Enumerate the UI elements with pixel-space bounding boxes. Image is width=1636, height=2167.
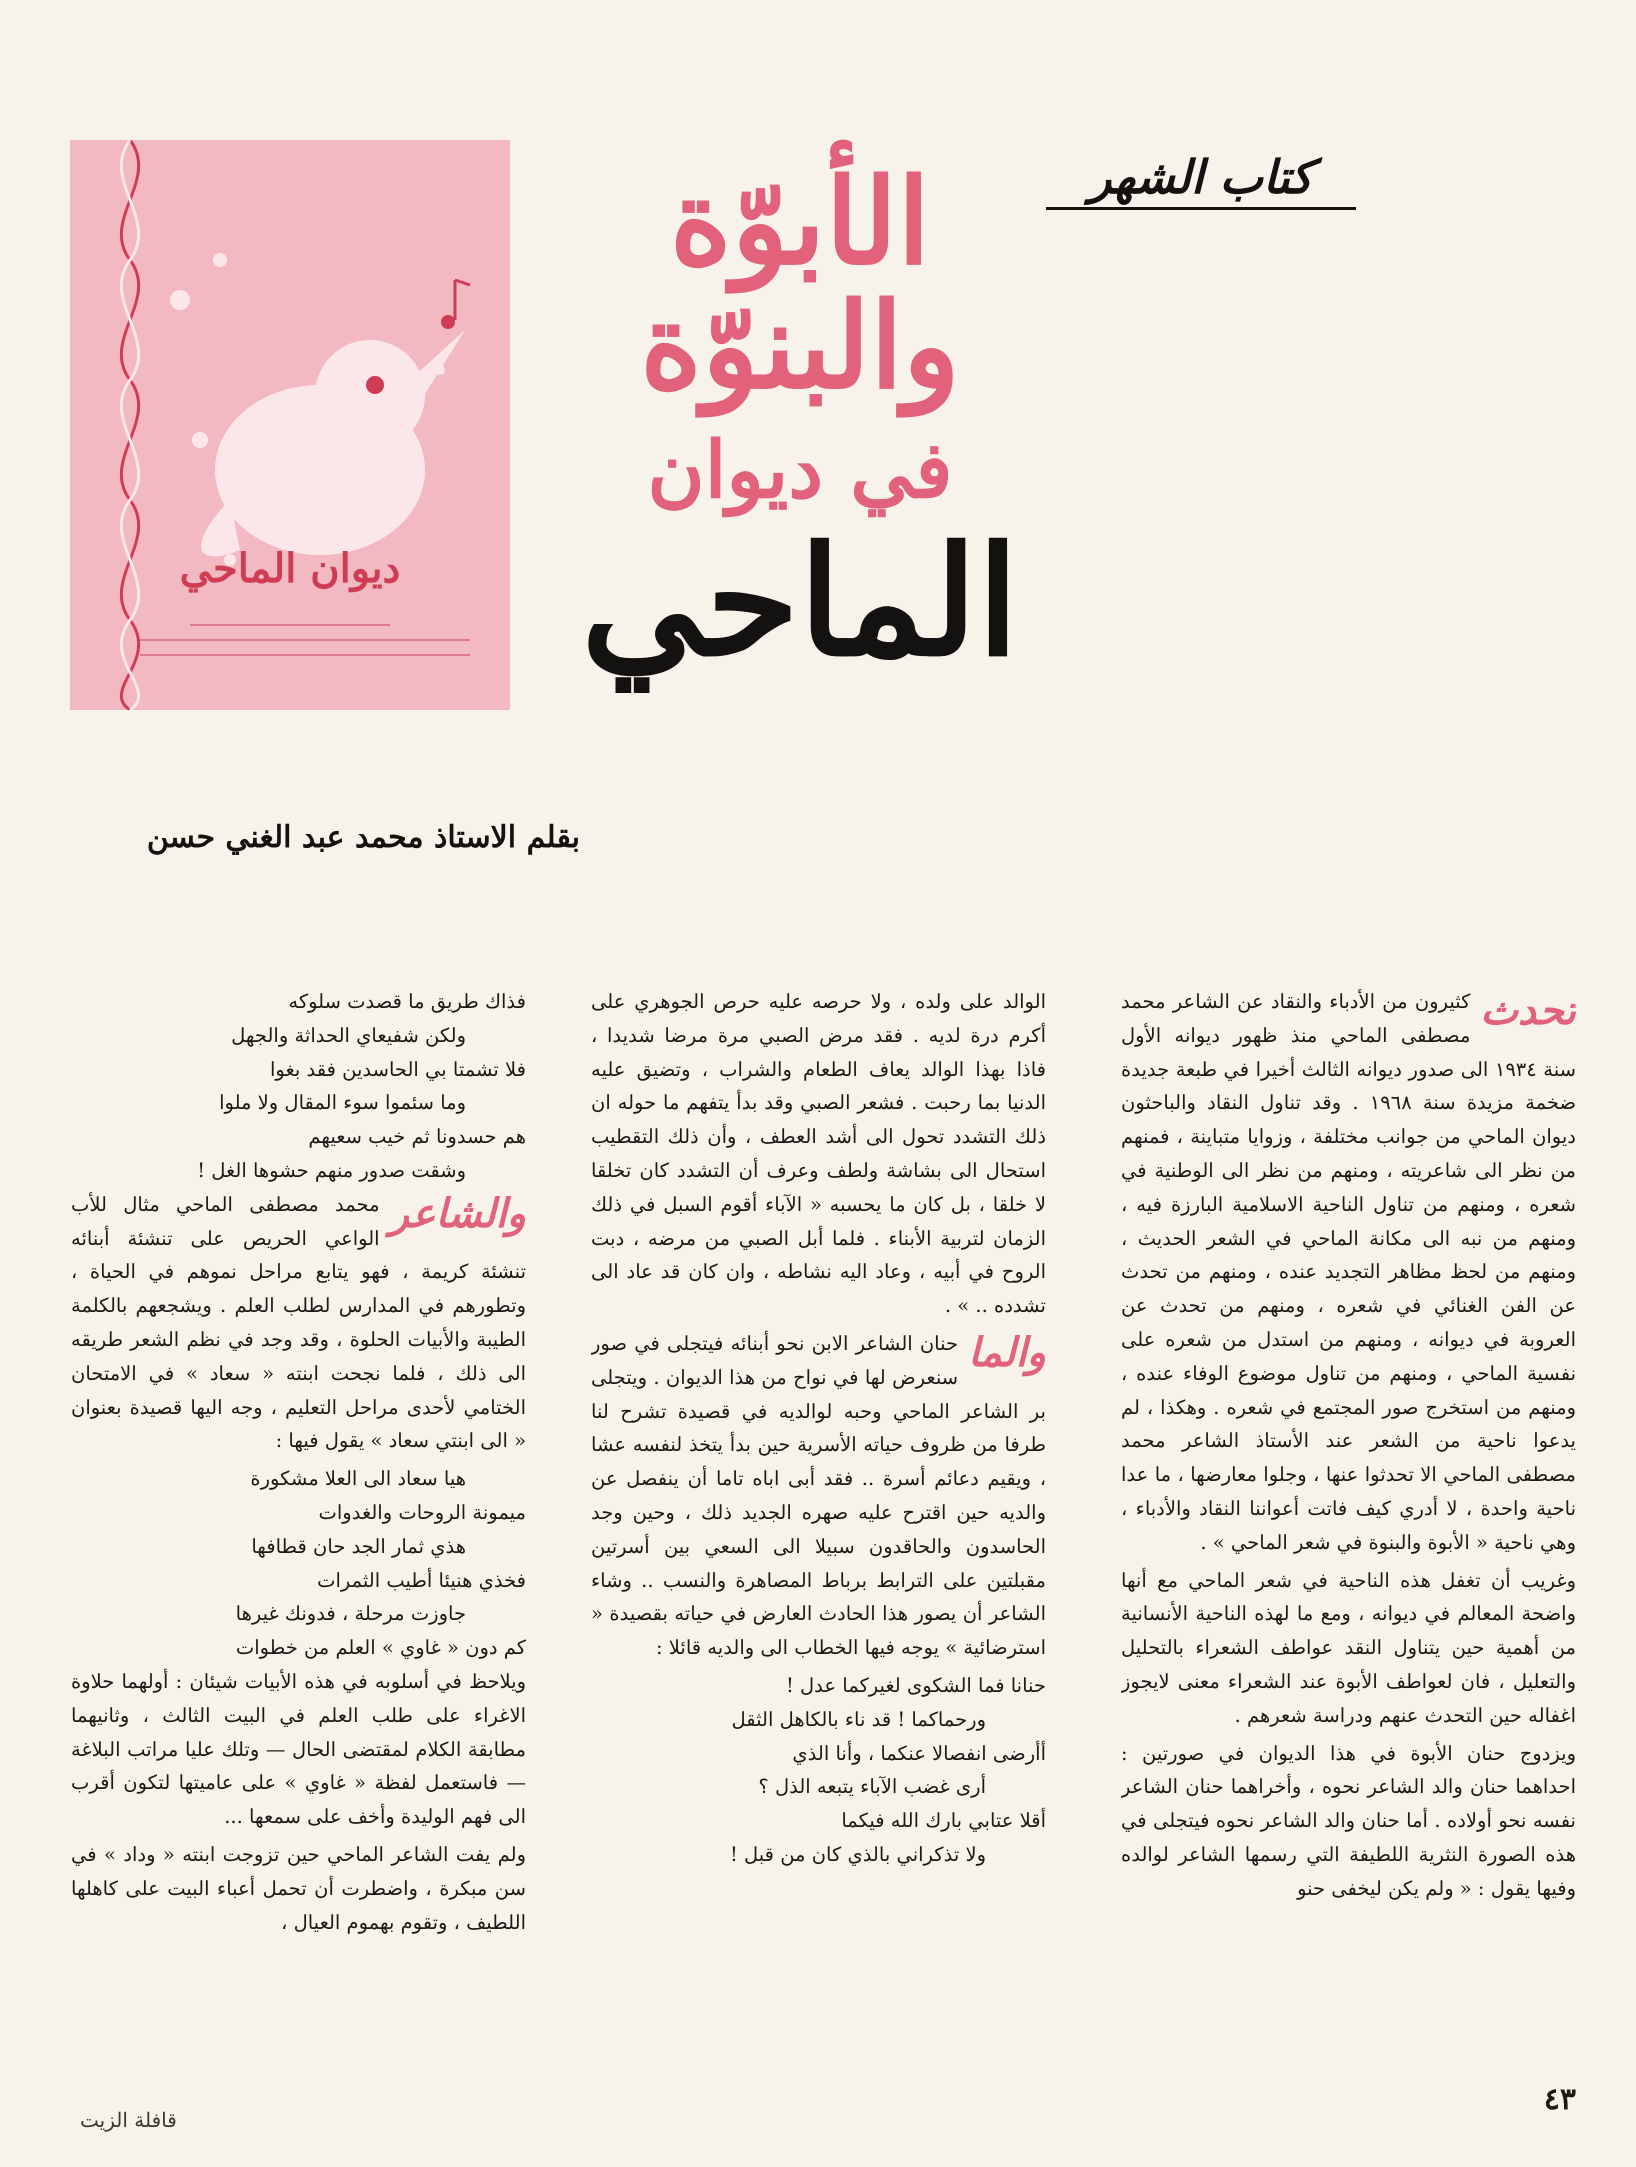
poem: [591, 1669, 1046, 1872]
poem-line: أقلا عتابي بارك الله فيكما: [841, 1809, 1046, 1833]
poem-line: أرى غضب الآباء يتبعه الذل ؟: [758, 1775, 986, 1799]
poem-line: ميمونة الروحات والغدوات: [318, 1500, 526, 1524]
poem-line: فلا تشمتا بي الحاسدين فقد بغوا: [269, 1057, 526, 1081]
lead-word: والما: [968, 1328, 1046, 1376]
column-1: [1121, 985, 1576, 2075]
page-number: ٤٣: [1543, 2082, 1576, 2117]
column-2: [591, 985, 1046, 2075]
paragraph: وغريب أن تغفل هذه الناحية في شعر الماحي مع أنها واضحة المعالم في ديوانه ، ومع ما لهذه الناحية الأنسانية من أهمية حين يتناول النقد عواطف الشعراء بالتحليل والتعليل ، فان لعواطف الأبوة عند الشعراء معنى لايجوز اغفاله حين التحدث عنهم ودراسة شعرهم .: [1121, 1568, 1576, 1727]
paragraph: ولم يفت الشاعر الماحي حين تزوجت ابنته « وداد » في سن مبكرة ، واضطرت أن تحمل أعباء البيت على كاهلها اللطيف ، وتقوم بهموم العيال ،: [71, 1842, 526, 1934]
column-3: [71, 985, 526, 2075]
book-cover-illustration: [70, 140, 510, 710]
title-line-1: الأبوّة والبنوّة: [640, 152, 960, 415]
poem-line: أأرضى انفصالا عنكما ، وأنا الذي: [792, 1741, 1046, 1765]
byline: بقلم الاستاذ محمد عبد الغني حسن: [146, 820, 580, 855]
poem-line: وما سئموا سوء المقال ولا ملوا: [219, 1091, 466, 1115]
book-cover: [70, 140, 510, 710]
poem-line: ولا تذكراني بالذي كان من قبل !: [730, 1842, 986, 1866]
poem-line: حنانا فما الشكوى لغيركما عدل !: [785, 1673, 1046, 1697]
paragraph: ويلاحظ في أسلوبه في هذه الأبيات شيئان : أولهما حلاوة الاغراء على طلب العلم في البيت الثالث ، وثانيهما مطابقة الكلام لمقتضى الحال — وتلك عليا مراتب البلاغة — فاستعمل لفظة « غاوي » على عاميتها لتكون أقرب الى فهم الوليدة وأخف على سمعها ...: [71, 1669, 526, 1829]
paragraph: الوالد على ولده ، ولا حرصه عليه حرص الجوهري على أكرم درة لديه . فقد مرض الصبي مرة مرضا شديدا ، فاذا بهذا الوالد يعاف الطعام والشراب ، وتضيق عليه الدنيا بما رحبت . فشعر الصبي وقد بدأ يتفهم ما حوله ان ذلك التشدد تحول الى أشد العطف ، وأن ذلك التقطيب استحال الى بشاشة ولطف وعرف أن التشدد كان تخلقا لا خلقا ، بل كان ما يحسبه « الآباء أقوم السبل في ذلك الزمان لتربية الأبناء . فلما أبل الصبي من مرضه ، دبت الروح في أبيه ، وعاد اليه نشاطه ، وان كان قد عاد الى تشدده .. » .: [591, 990, 1046, 1318]
poem-line: فذاك طريق ما قصدت سلوكه: [288, 990, 526, 1013]
poem-line: هذي ثمار الجد حان قطافها: [251, 1534, 466, 1558]
poem-line: فخذي هنيئا أطيب الثمرات: [317, 1568, 526, 1592]
title-line-2: في ديوان: [647, 424, 953, 516]
poem-line: ولكن شفيعاي الحداثة والجهل: [231, 1023, 466, 1047]
paragraph: كثيرون من الأدباء والنقاد عن الشاعر محمد مصطفى الماحي منذ ظهور ديوانه الأول سنة ١٩٣٤ الى صدور ديوانه الثالث أخيرا في طبعة جديدة ضخمة مزيدة سنة ١٩٦٨ . وقد تناول النقاد والباحثون ديوان الماحي من جوانب مختلفة ، وزوايا متباينة ، فمنهم من نظر الى شاعريته ، ومنهم من نظر الى الوطنية في شعره ، ومنهم من تناول الناحية الاسلامية البارزة فيه ، ومنهم من نبه الى مكانة الماحي في الشعر الحديث ، ومنهم من لحظ مظاهر التجديد عنده ، ومنهم من تحدث عن الفن الغنائي في شعره ، ومنهم من تحدث عن العروبة في ديوانه ، ومنهم من استدل من شعره على نفسية الماحي ، ومنهم من تناول موضوع الوفاء عنده ، ومنهم من استخرج صور المجتمع في شعره . وهكذا ، لم يدعوا ناحية من الشعر عند الأستاذ الشاعر محمد مصطفى الماحي الا تحدثوا عنها ، وجلوا معارضها ، ما عدا ناحية واحدة ، لا أدري كيف فاتت أعواننا النقاد والأدباء ، وهي ناحية « الأبوة والبنوة في شعر الماحي » .: [1121, 990, 1576, 1554]
poem-line: كم دون « غاوي » العلم من خطوات: [235, 1636, 526, 1660]
poem-line: وشقت صدور منهم حشوها الغل !: [197, 1158, 466, 1182]
paragraph: ويزدوج حنان الأبوة في هذا الديوان في صورتين : احداهما حنان والد الشاعر نحوه ، وأخراهما حنان الشاعر نفسه نحو أولاده . أما حنان والد الشاعر نحوه فيتجلى في هذه الصورة النثرية اللطيفة التي رسمها الشاعر لوالده وفيها يقول : « ولم يكن ليخفى حنو: [1121, 1741, 1576, 1900]
paragraph: حنان الشاعر الابن نحو أبنائه فيتجلى في صور سنعرض لها في نواح من هذا الديوان . ويتجلى بر الشاعر الماحي وحبه لوالديه في قصيدة تشرح لنا طرفا من ظروف حياته الأسرية حين بدأ يتخذ لنفسه عشا ، ويقيم دعائم أسرة .. فقد أبى اباه تاما أن ينفصل عن والديه حين اقترح عليه صهره الجديد ذلك ، وحين وجد الحاسدون والحاقدون سبيلا الى السعي بين أسرتين مقبلتين على الترابط برباط المصاهرة والنسب .. وشاء الشاعر أن يصور هذا الحادث العارض في حياته بقصيدة « استرضائية » يوجه فيها الخطاب الى والديه قائلا :: [591, 1331, 1046, 1660]
poem: [71, 1462, 526, 1665]
title-line-3: الماحي: [581, 513, 1019, 690]
paragraph: محمد مصطفى الماحي مثال للأب الواعي الحريص على تنشئة أبنائه تنشئة كريمة ، فهو يتابع مراحل نموهم في الحياة ، وتطورهم في المدارس لطلب العلم . ويشجعهم بالكلمة الطيبة والأبيات الحلوة ، وقد وجد في نظم الشعر طريقه الى ذلك ، فلما نجحت ابنته « سعاد » في الامتحان الختامي لأحدى مراحل التعليم ، وجه اليها قصيدة بعنوان « الى ابنتي سعاد » يقول فيها :: [71, 1192, 526, 1453]
section-label: كتاب الشهر: [1036, 150, 1366, 204]
poem-line: هيا سعاد الى العلا مشكورة: [250, 1467, 466, 1491]
cover-title: ديوان الماحي: [179, 545, 401, 592]
poem-line: ورحماكما ! قد ناء بالكاهل الثقل: [731, 1707, 986, 1731]
poem-line: جاوزت مرحلة ، فدونك غيرها: [235, 1602, 466, 1626]
byline-container: [80, 820, 580, 855]
article-title: [560, 152, 1040, 690]
lead-word: والشاعر: [389, 1189, 526, 1237]
poem-line: هم حسدونا ثم خيب سعيهم: [308, 1125, 526, 1149]
poem: [71, 985, 526, 1188]
magazine-name: قافلة الزيت: [80, 2108, 177, 2132]
lead-word: تحدث: [1480, 987, 1576, 1034]
